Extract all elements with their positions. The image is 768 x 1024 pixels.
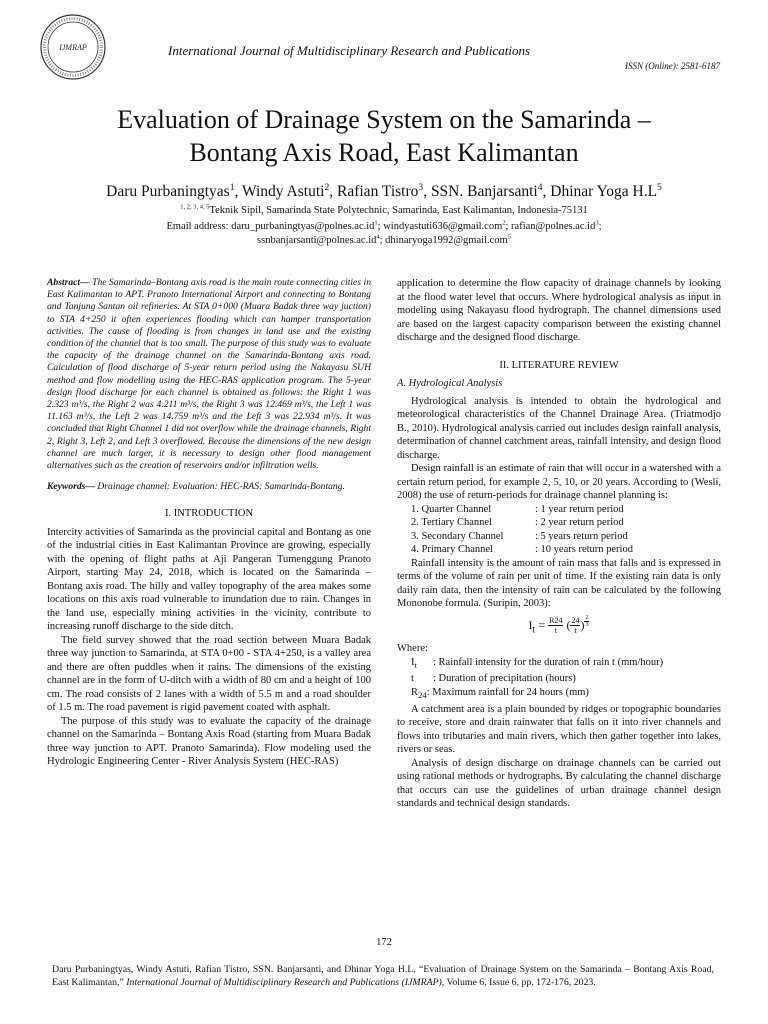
- author-name: Windy Astuti: [241, 183, 325, 200]
- email-label: Email address:: [166, 221, 232, 232]
- keywords: [47, 481, 371, 493]
- where-label: Where:: [397, 643, 428, 655]
- page-number: 172: [376, 937, 392, 948]
- where-desc: : Rainfall intensity for the duration of rain t (mm/hour): [433, 656, 664, 668]
- heading-rest: ITERATURE: [518, 359, 578, 371]
- email-sup: 5: [507, 233, 511, 241]
- journal-name: International Journal of Multidisciplinary Research and Publications: [168, 43, 531, 58]
- email-link[interactable]: dhinaryoga1992@gmail.com: [385, 235, 508, 246]
- fraction-denominator: t: [574, 626, 577, 636]
- abstract: [47, 277, 371, 472]
- exponent-numerator: 2: [585, 614, 589, 621]
- paper-title: [40, 103, 728, 169]
- citation-authors-title: Daru Purbaningtyas, Windy Astuti, Rafian Tistro, SSN. Banjarsanti, and Dhinar Yoga H.L, “Evaluation of Drainage System on the Samarinda – Bontang Axis Road, East Kalimantan,”: [52, 964, 714, 988]
- where-symbol: t: [411, 673, 414, 685]
- email-sup: 4: [376, 233, 380, 241]
- list-item: [397, 530, 721, 544]
- author-name: SSN. Banjarsanti: [430, 183, 538, 200]
- where-item: [397, 656, 721, 673]
- email-sup: 3: [595, 219, 599, 227]
- citation-journal: International Journal of Multidisciplinary Research and Publications (IJMRAP),: [126, 976, 445, 988]
- paragraph: Analysis of design discharge on drainage channels can be carried out using rational methods or hydrographs. By calculating the channel discharge that occurs can use the guidelines of urban drainage channel design standards and technical design standards.: [397, 757, 721, 810]
- paragraph: Rainfall intensity is the amount of rain mass that falls and is expressed in terms of the volume of rain per unit of time. If the existing rain data is only daily rain data, then the intensity of rain can be calculated by the following Mononobe formula. (Suripin, 2003):: [397, 557, 721, 609]
- where-item: [397, 672, 721, 686]
- section-number: II.: [499, 359, 512, 371]
- citation-volume: Volume 6, Issue 6, pp. 172-176, 2023.: [444, 976, 596, 988]
- section-heading-literature-review: [397, 359, 721, 373]
- email-sup: 1: [374, 219, 378, 227]
- email-link[interactable]: daru_purbaningtyas@polnes.ac.id: [231, 221, 375, 232]
- formula-fraction: [548, 616, 563, 635]
- affiliation-text: Teknik Sipil, Samarinda State Polytechnic, Samarinda, East Kalimantan, Indonesia-75131: [209, 205, 588, 216]
- citation-footer: [52, 964, 714, 989]
- where-item: [397, 686, 721, 703]
- issn: ISSN (Online): 2581-6187: [625, 61, 720, 71]
- where-symbol-sub: t: [414, 659, 417, 670]
- email-link[interactable]: rafian@polnes.ac.id: [511, 221, 596, 232]
- formula-fraction: [570, 616, 580, 635]
- paragraph: Intercity activities of Samarinda as the provincial capital and Bontang as one of the industrial cities in East Kalimantan Province are growing, especially with the opening of flight paths at Aji Pangeran Tumenggung Pranoto Airport, starting May 24, 2018, which is located on the Samarinda – Bontang axis road. The hilly and valley topography of the area makes some locations on this axis road vulnerable to inundation due to rain. Changes in the land use, especially mining activities in the vicinity, contribute to increasing runoff discharge to the side ditch.: [47, 526, 371, 633]
- right-column: [397, 277, 721, 811]
- author-list: Daru Purbaningtyas$^1$, Windy Astuti$^2$, Rafian Tistro$^3$, SSN. Banjarsanti$^4$, Dhinar Yoga $H.L^5$: [106, 181, 662, 200]
- author-sup: 2: [324, 181, 330, 193]
- heading-rest: NTRODUCTION: [177, 508, 254, 520]
- list-item-value: : 2 year return period: [535, 517, 624, 528]
- heading-rest: EVIEW: [584, 359, 619, 371]
- where-desc: : Maximum rainfall for 24 hours (mm): [426, 686, 589, 698]
- section-heading-introduction: [47, 507, 371, 521]
- exponent-denominator: 3: [585, 621, 589, 628]
- list-item-value: : 5 years return period: [535, 530, 628, 542]
- subsection-heading: A. Hydrological Analysis: [397, 378, 503, 389]
- email-addresses: Email address: $daru\_purbaningtyas@polnes.ac.id^1$; windyastuti636@gmail.com$^2$; $rafian@polnes.ac.id^3$; $ssnbanjarsanti@polnes.ac.id^4$; dhinaryoga1992@gmail.com$^5$: [166, 219, 602, 246]
- affiliation-sup: 1, 2, 3, 4, 5: [180, 203, 210, 211]
- formula-exponent: [584, 615, 589, 628]
- left-column: [47, 277, 371, 769]
- affiliation: [40, 204, 728, 217]
- author-sup: 3: [418, 181, 424, 193]
- list-item: [397, 543, 721, 557]
- author-sup: 4: [537, 181, 543, 193]
- section-number: I.: [164, 508, 174, 520]
- author-name: Daru Purbaningtyas: [106, 183, 230, 200]
- where-symbol: I: [411, 656, 415, 668]
- list-item: [397, 503, 721, 517]
- paragraph: The field survey showed that the road section between Muara Badak three way junction to Samarinda, at STA 0+00 - STA 4+250, is a valley area and there are often puddles when it rains. The dimensions of the existing channel are in the form of U-ditch with a width of 80 cm and a height of 100 cm. The road consists of 2 lanes with a width of 5.5 m and a road shoulder of 1.5 m. The road pavement is rigid pavement coated with asphalt.: [47, 634, 371, 714]
- formula-equals: =: [535, 617, 549, 632]
- logo-text: IJMRAP: [59, 43, 87, 52]
- formula-lhs-sub: t: [532, 623, 536, 635]
- author-name: Dhinar Yoga H.L: [550, 183, 658, 200]
- where-list: [397, 656, 721, 703]
- author-sup: 5: [657, 181, 662, 193]
- paragraph: A catchment area is a plain bounded by ridges or topographic boundaries to receive, store and drain rainwater that falls on it into river channels and flows into tributaries and main rivers, which then gather together into lakes, rivers or seas.: [397, 703, 721, 756]
- list-item-label: 3. Secondary Channel: [411, 530, 504, 542]
- journal-logo: [38, 12, 108, 82]
- paragraph: The purpose of this study was to evaluate the capacity of the drainage channel on the Samarinda – Bontang Axis Road (starting from Muara Badak three way junction to APT. Pranoto Samarinda). Flow modeling used the Hydrologic Engineering Center - River Analysis System (HEC-RAS): [47, 715, 371, 768]
- formula-lhs: I: [528, 617, 533, 632]
- return-period-list: [397, 503, 721, 557]
- email-link[interactable]: windyastuti636@gmail.com: [383, 221, 503, 232]
- paragraph: Hydrological analysis is intended to obtain the hydrological and meteorological characteristics of the Channel Drainage Area. (Triatmodjo B., 2010). Hydrological analysis carried out includes design rainfall analysis, determination of channel catchment areas, rainfall intensity, and design flood discharge.: [397, 395, 721, 461]
- list-item-label: 1. Quarter Channel: [411, 503, 492, 515]
- list-item-value: : 1 year return period: [535, 503, 624, 515]
- where-symbol-sub: 24: [418, 690, 427, 701]
- email-sup: 2: [502, 219, 506, 227]
- abstract-label: Abstract—: [47, 277, 90, 288]
- list-item-label: 2. Tertiary Channel: [411, 517, 493, 528]
- title-line-1: Evaluation of Drainage System on the Samarinda –: [117, 105, 651, 134]
- list-item-value: : 10 years return period: [535, 544, 633, 555]
- fraction-numerator: 24: [571, 616, 580, 626]
- list-item-label: 4. Primary Channel: [411, 544, 493, 555]
- keywords-label: Keywords—: [47, 481, 95, 493]
- mononobe-formula: $I_t$ = $\frac{R24}{t}$ ( $\frac{24}{t}$ ) $^{\frac{2}{3}}$: [528, 614, 589, 636]
- keywords-text: Drainage channel: Evaluation: HEC-RAS: Samarinda-Bontang.: [94, 481, 345, 493]
- author-sup: 1: [229, 181, 235, 193]
- abstract-text: The Samarinda–Bontang axis road is the main route connecting cities in East Kalimantan to APT. Pranoto International Airport and connecting to Bontang and Tanjung Santan oil refineries. At STA 0+000 (Muara Badak three way juction) to STA 4+250 it often experiences flooding which can hamper transportation activities. The cause of flooding is from changes in land use and the existing condition of the channel that is too small. The purpose of this study was to evaluate the capacity of the drainage channel on the Samarinda-Bontang axis road. Calculation of flood discharge of 5-year return period using the Nakayasu SUH method and flow modelling using the HEC-RAS application program. The 5-year design flood discharge for each channel is obtained as follows: the Right 1 was 2.323 m³/s, the Right 2 was 4.211 m³/s, the Right 3 was 12.469 m³/s, the Left 1 was 11.163 m³/s, the Left 2 was 14.759 m³/s and the Left 3 was 22.934 m³/s. It was concluded that Right Channel 1 did not overflow while the drainage channels, Right 2, Right 3, Left 2, and Left 3 overflowed. Because the dimensions of the new design channel are much larger, it is necessary to design other flood management alternatives such as the creation of reservoirs and/or infiltration wells.: [47, 277, 371, 472]
- paragraph: application to determine the flow capacity of drainage channels by looking at the flood water level that occurs. Where hydrological analysis as input in modeling using Nakayasu flood hydrograph. The channel dimensions used are based on the largest capacity comparison between the existing channel discharge and the designed flood discharge.: [397, 278, 721, 343]
- heading-cap: I: [173, 508, 178, 520]
- heading-cap: L: [511, 359, 519, 371]
- heading-cap: R: [577, 359, 585, 371]
- paragraph: Design rainfall is an estimate of rain that will occur in a watershed with a certain return period, for example 2, 5, 10, or 20 years. According to (Wesli, 2008) the use of return-periods for drainage channel planning is:: [397, 463, 721, 501]
- title-line-2: Bontang Axis Road, East Kalimantan: [189, 138, 579, 167]
- fraction-denominator: t: [554, 626, 557, 636]
- email-link[interactable]: ssnbanjarsanti@polnes.ac.id: [257, 235, 377, 246]
- list-item: [397, 516, 721, 530]
- where-desc: : Duration of precipitation (hours): [433, 673, 576, 685]
- fraction-numerator: R24: [549, 616, 563, 626]
- where-symbol: R: [411, 686, 419, 698]
- author-name: Rafian Tistro: [337, 183, 419, 200]
